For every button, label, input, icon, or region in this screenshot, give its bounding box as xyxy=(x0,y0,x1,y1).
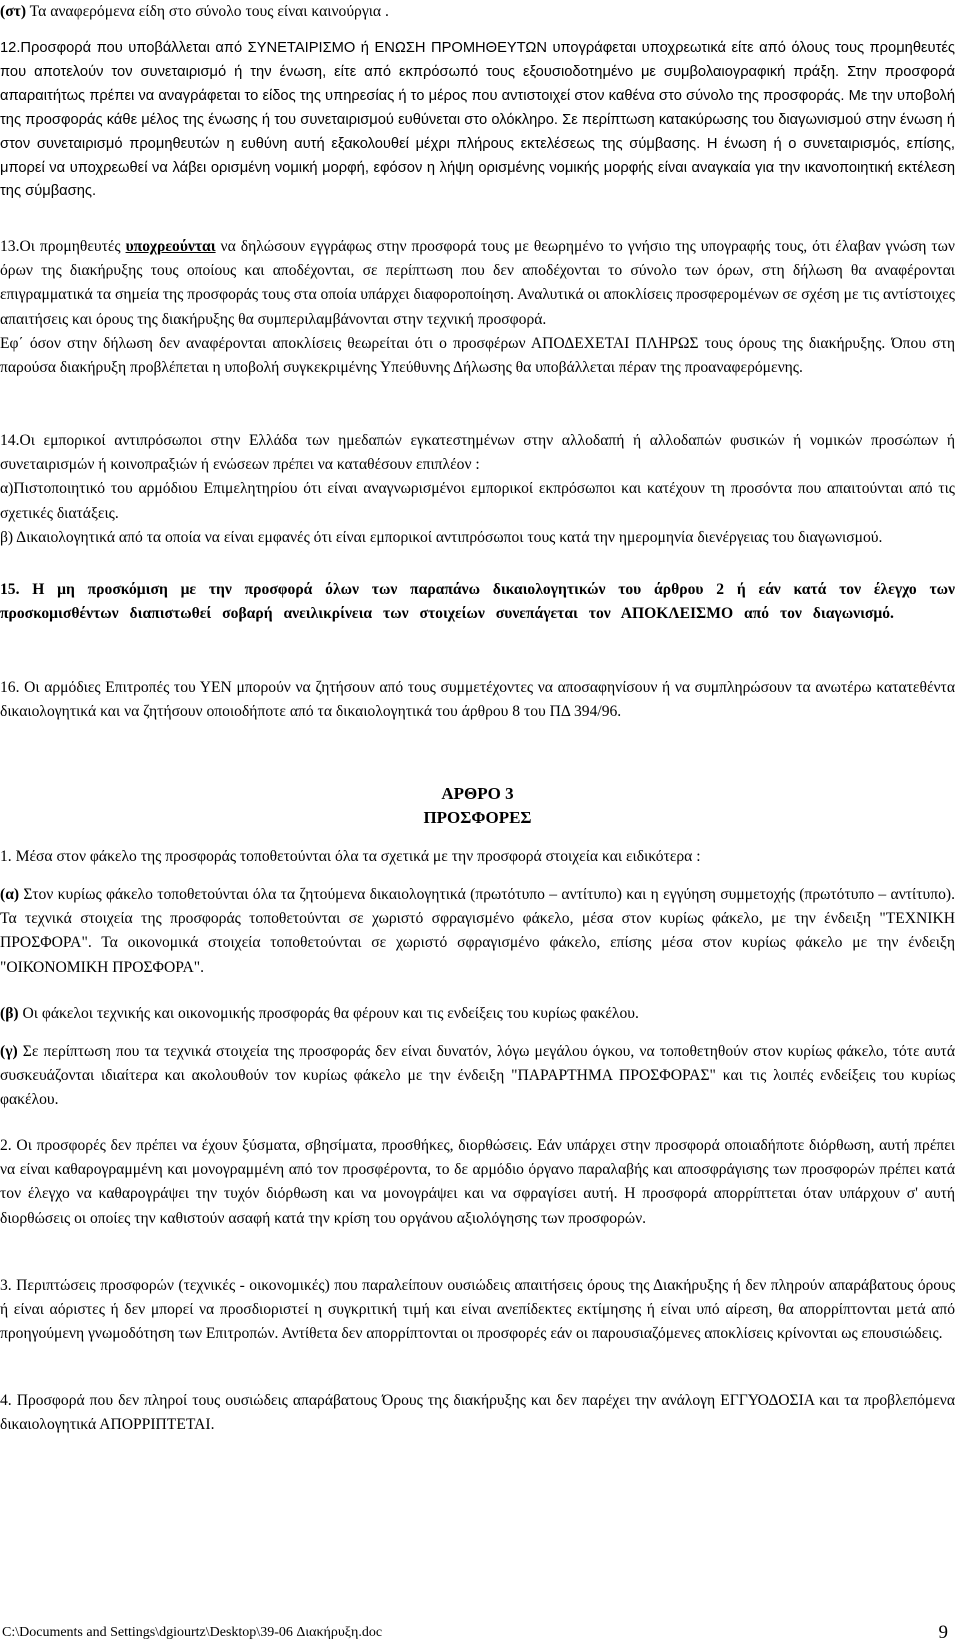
article-3-p4 xyxy=(0,1389,955,1437)
article-3-p4-text: 4. Προσφορά που δεν πληροί τους ουσιώδεις απαράβατους Όρους της διακήρυξης και δεν παρέχει την ανάλογη ΕΓΓΥΟΔΟΣΙΑ και τα προβλεπόμενα δικαιολογητικά ΑΠΟΡΡΙΠΤΕΤΑΙ. xyxy=(0,1392,955,1434)
article-3-p1-text: 1. Μέσα στον φάκελο της προσφοράς τοποθετούνται όλα τα σχετικά με την προσφορά στοιχεία και ειδικότερα : xyxy=(0,848,701,865)
article-3-c-text: Σε περίπτωση που τα τεχνικά στοιχεία της προσφοράς δεν είναι δυνατόν, λόγω μεγάλου όγκου, να τοποθετηθούν στον κυρίως φάκελο, τότε αυτά συσκευάζονται ιδιαίτερα και ακολουθούν τον κυρίως φάκελο με την ένδειξη "ΠΑΡΑΡΤΗΜΑ ΠΡΟΣΦΟΡΑΣ" και τις λοιπές ενδείξεις του κυρίως φακέλου. xyxy=(0,1043,955,1109)
article-3-c-label: (γ) xyxy=(0,1043,18,1060)
article-3-b-text: Οι φάκελοι τεχνικής και οικονομικής προσφοράς θα φέρουν και τις ενδείξεις του κυρίως φακέλου. xyxy=(18,1005,639,1022)
item-12-paragraph xyxy=(0,37,955,204)
item-15-text: 15. Η μη προσκόμιση με την προσφορά όλων των παραπάνω δικαιολογητικών του άρθρου 2 ή εάν κατά τον έλεγχο των προσκομισθέντων διαπιστωθεί σοβαρή ανειλικρίνεια των στοιχείων συνεπάγεται τον ΑΠΟΚΛΕΙΣΜΟ από τον διαγωνισμό. xyxy=(0,581,955,623)
item-16-text: 16. Οι αρμόδιες Επιτροπές του ΥΕΝ μπορούν να ζητήσουν από τους συμμετέχοντες να αποσαφηνίσουν ή να συμπληρώσουν τα ανωτέρω κατατεθέντα δικαιολογητικά και να ζητήσουν οποιοδήποτε από τα δικαιολογητικά του άρθρου 8 του ΠΔ 394/96. xyxy=(0,679,955,721)
item-16 xyxy=(0,676,955,724)
footer-page-number: 9 xyxy=(938,1622,948,1643)
article-3-p2-text: 2. Οι προσφορές δεν πρέπει να έχουν ξύσματα, σβησίματα, προσθήκες, διορθώσεις. Εάν υπάρχει στην προσφορά οποιαδήποτε διόρθωση, αυτή πρέπει να είναι καθαρογραμμένη και μονογραμμένη από τον προσφέροντα, το δε αρμόδιο όργανο παραλαβής και αποσφράγισης των προσφορών πρέπει κατά τον έλεγχο να καθαρογράψει την τυχόν διόρθωση και να μονογράψει και να σφραγίσει αυτή. Η προσφορά απορρίπτεται όταν υπάρχουν σ' αυτή διορθώσεις οι οποίες την καθιστούν ασαφή κατά την κρίση του οργάνου αξιολόγησης των προσφορών. xyxy=(0,1137,955,1227)
item-13-emphasis: υποχρεούνται xyxy=(125,238,216,255)
article-3-c xyxy=(0,1040,955,1113)
item-st xyxy=(0,0,955,24)
item-12 xyxy=(0,37,955,204)
article-3-heading: ΑΡΘΡΟ 3 xyxy=(441,784,514,803)
article-3-b xyxy=(0,1002,955,1026)
item-13-paragraph-2 xyxy=(0,332,955,380)
item-12-part-2: Στην προσφορά απαραιτήτως πρέπει να αναγράφεται το είδος της υπηρεσίας ή το μέρος που αντιστοιχεί στον καθένα στο σύνολο της προσφοράς. Με την υποβολή της προσφοράς κάθε μέλος της ένωσης ή του συνεταιρισμού ευθύνεται στο ολόκληρο. Σε περίπτωση κατακύρωσης του διαγωνισμού στην ένωση ή στον συνεταιρισμό προμηθευτών η ευθύνη αυτή εξακολουθεί μέχρι πλήρους εκτελέσεως της σύμβασης. Η ένωση ή ο συνεταιρισμός, επίσης, μπορεί να υποχρεωθεί να λάβει ορισμένη νομική μορφή, εφόσον η λήψη ορισμένης νομικής μορφής είναι αναγκαία για την ικανοποιητική εκτέλεση της σύμβασης. xyxy=(0,63,955,200)
item-13-text-2: Εφ΄ όσον στην δήλωση δεν αναφέρονται αποκλίσεις θεωρείται ότι ο προσφέρων ΑΠΟΔΕΧΕΤΑΙ ΠΛΗΡΩΣ τους όρους της διακήρυξης. Όπου στη παρούσα διακήρυξη προβλέπεται η υποβολή συγκεκριμένης Υπεύθυνης Δήλωσης θα υποβάλλεται πέραν της προαναφερόμενης. xyxy=(0,334,955,377)
item-14-intro: 14.Οι εμπορικοί αντιπρόσωποι στην Ελλάδα των ημεδαπών εγκατεστημένων στην αλλοδαπή ή αλλοδαπών φυσικών ή νομικών προσώπων ή συνεταιρισμών ή κοινοπραξιών ή ενώσεων πρέπει να καταθέσουν επιπλέον : xyxy=(0,432,955,474)
item-13-post: να δηλώσουν εγγράφως στην προσφορά τους με θεωρημένο το γνήσιο της υπογραφής τους, ότι έλαβαν γνώση των όρων της διακήρυξης τους οποίους και αποδέχονται, σε περίπτωση που δεν αποδέχονται το σύνολο των όρων, στη δήλωση θα αναφέρονται επιγραμματικά τα σημεία της προσφοράς τους στα οποία υπάρχει διαφοροποίηση. Αναλυτικά οι αποκλίσεις προσφερομένων σε σχέση με τις αντίστοιχες απαιτήσεις και όρους της διακήρυξης θα συμπεριλαμβάνονται στην τεχνική προσφορά. xyxy=(0,238,955,328)
article-3-b-paragraph xyxy=(0,1002,955,1026)
article-3-heading-block xyxy=(0,782,955,830)
article-3-p2 xyxy=(0,1134,955,1231)
article-3-a-paragraph xyxy=(0,883,955,980)
article-3-a xyxy=(0,883,955,980)
item-12-part-1: 12.Προσφορά που υποβάλλεται από ΣΥΝΕΤΑΙΡΙΣΜΟ ή ΕΝΩΣΗ ΠΡΟΜΗΘΕΥΤΩΝ υπογράφεται υποχρεωτικά είτε από όλους τους προμηθευτές που αποτελούν τον συνεταιρισμό ή την ένωση, είτε από εκπρόσωπό τους εξουσιοδοτημένο με συμβολαιογραφική πράξη. xyxy=(0,40,955,80)
article-3-p1 xyxy=(0,845,955,869)
article-3-c-paragraph xyxy=(0,1040,955,1113)
article-3-subheading: ΠΡΟΣΦΟΡΕΣ xyxy=(423,808,532,827)
article-3-p3 xyxy=(0,1274,955,1347)
item-st-label: (στ) xyxy=(0,3,27,20)
item-13-paragraph xyxy=(0,235,955,332)
item-13-pre: 13.Οι προμηθευτές xyxy=(0,238,126,255)
item-14 xyxy=(0,429,955,550)
article-3-p3-text: 3. Περιπτώσεις προσφορών (τεχνικές - οικονομικές) που παραλείπουν ουσιώδεις απαιτήσεις όρους της Διακήρυξης ή δεν πληρούν απαράβατους όρους ή είναι αόριστες ή δεν μπορεί να προσδιοριστεί η συγκριτική τιμή και είναι ανεπίδεκτες εκτίμησης ή είναι υπό αίρεση, θα απορρίπτονται μετά από προηγούμενη γνωμοδότηση των Επιτροπών. Αντίθετα δεν απορρίπτονται οι προσφορές εάν οι παρουσιαζόμενες αποκλίσεις κρίνονται ως επουσιώδεις. xyxy=(0,1277,955,1343)
footer-file-path: C:\Documents and Settings\dgiourtz\Desktop\39-06 Διακήρυξη.doc xyxy=(2,1625,383,1640)
article-3-a-label: (α) xyxy=(0,886,20,903)
article-3-a-text: Στον κυρίως φάκελο τοποθετούνται όλα τα ζητούμενα δικαιολογητικά (πρωτότυπο – αντίτυπο) και η εγγύηση συμμετοχής (πρωτότυπο – αντίτυπο). Τα τεχνικά στοιχεία της προσφοράς τοποθετούνται σε χωριστό σφραγισμένο φάκελο, μέσα στον κυρίως φάκελο, με την ένδειξη "ΤΕΧΝΙΚΗ ΠΡΟΣΦΟΡΑ". Τα οικονομικά στοιχεία τοποθετούνται σε χωριστό σφραγισμένο φάκελο, επίσης μέσα στον κυρίως φάκελο με την ένδειξη "ΟΙΚΟΝΟΜΙΚΗ ΠΡΟΣΦΟΡΑ". xyxy=(0,886,955,976)
item-14-b: β) Δικαιολογητικά από τα οποία να είναι εμφανές ότι είναι εμπορικοί αντιπρόσωποι τους κατά την ημερομηνία διενέργειας του διαγωνισμού. xyxy=(0,528,883,546)
item-st-text: Τα αναφερόμενα είδη στο σύνολο τους είναι καινούργια . xyxy=(26,3,389,20)
item-13 xyxy=(0,235,955,380)
item-15 xyxy=(0,578,955,626)
article-3-b-label: (β) xyxy=(0,1005,19,1022)
item-st-paragraph xyxy=(0,0,955,24)
item-14-a: α)Πιστοποιητικό του αρμόδιου Επιμελητηρίου ότι είναι αναγνωρισμένοι εμπορικοί εκπρόσωποι και κατέχουν τη προσόντα που απαιτούνται από τις σχετικές διατάξεις. xyxy=(0,480,955,522)
